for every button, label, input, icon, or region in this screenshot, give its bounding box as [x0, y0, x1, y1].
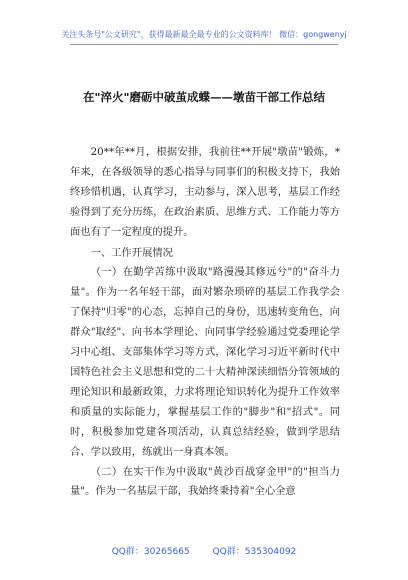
body-paragraph-2: （二）在实干作为中汲取"黄沙百战穿金甲"的"担当力量"。作为一名基层干部，我始终秉持着"全心全意: [70, 465, 340, 498]
footer-qq-group-1: QQ群：30265665: [111, 547, 190, 557]
footer-qq-group-2: QQ群：535304092: [212, 547, 297, 557]
document-title: 在"淬火"磨砺中破茧成蝶——墩苗干部工作总结: [83, 90, 325, 104]
header-promo-text: 关注头条号"公文研究"，获得最新最全最专业的公文资料库！ 微信：gongwenyj: [61, 30, 347, 39]
document-body: [70, 143, 340, 502]
header-divider: [70, 44, 338, 45]
intro-paragraph: 20**年**月，根据安排，我前往**开展"墩苗"锻炼，*年来，在各级领导的悉心指导与同事们的积极支持下，我始终珍惜机遇，认真学习，主动参与，深入思考，基层工作经验得到了充分历练，在政治素质、思维方式、工作能力等方面也有了一定程度的提升。: [70, 146, 340, 238]
footer-contact: [0, 544, 408, 557]
section-heading: 一、工作开展情况: [90, 246, 173, 259]
body-paragraph-1: （一）在勤学苦练中汲取"路漫漫其修远兮"的"奋斗力量"。作为一名年轻干部，面对繁杂琐碎的基层工作我学会了保持"归零"的心态，忘掉自己的身份，迅速转变角色，向群众"取经"、向书本学理论、向同事学经验通过党委理论学习中心组、支部集体学习等方式，深化学习习近平新时代中国特色社会主义思想和党的二十大精神深读细悟分管领域的理论知识和最新政策，力求将理论知识转化为提升工作效率和质量的实际能力，掌握基层工作的"脚步"和"招式"。同时，积极参加党建各项活动，认真总结经验，做到学思结合、学以致用，练就出一身真本领。: [70, 266, 340, 458]
